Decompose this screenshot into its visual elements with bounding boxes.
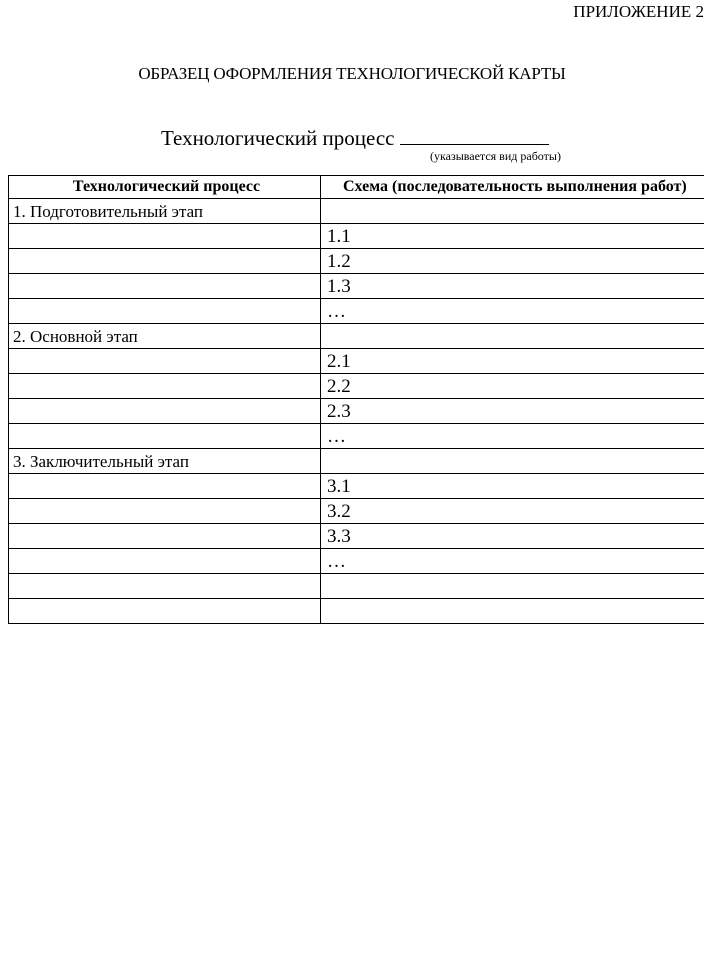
scheme-cell (321, 574, 704, 599)
scheme-cell (321, 599, 704, 624)
scheme-cell: … (321, 424, 704, 449)
process-cell (9, 599, 321, 624)
table-row (9, 449, 704, 474)
scheme-cell: 1.3 (321, 274, 704, 299)
process-blank-field[interactable] (400, 128, 549, 145)
process-cell (9, 424, 321, 449)
process-cell (9, 224, 321, 249)
process-cell (9, 249, 321, 274)
process-cell (9, 274, 321, 299)
process-cell (9, 299, 321, 324)
process-cell: 3. Заключительный этап (9, 449, 321, 474)
process-cell: 2. Основной этап (9, 324, 321, 349)
table-row (9, 199, 704, 224)
table-row (9, 324, 704, 349)
table-row (9, 474, 704, 499)
table-row (9, 499, 704, 524)
scheme-cell (321, 324, 704, 349)
appendix-label: ПРИЛОЖЕНИЕ 2 (573, 2, 704, 21)
table-row (9, 424, 704, 449)
scheme-cell: … (321, 299, 704, 324)
table-row (9, 599, 704, 624)
scheme-cell (321, 449, 704, 474)
process-cell (9, 499, 321, 524)
scheme-cell: 3.3 (321, 524, 704, 549)
table-row (9, 224, 704, 249)
table-row (9, 549, 704, 574)
scheme-cell: 3.1 (321, 474, 704, 499)
table-row (9, 399, 704, 424)
scheme-cell: 2.3 (321, 399, 704, 424)
process-cell (9, 374, 321, 399)
process-line (161, 126, 549, 151)
table-row (9, 374, 704, 399)
scheme-cell: 1.2 (321, 249, 704, 274)
table-row (9, 249, 704, 274)
column-header-process: Технологический процесс (9, 176, 321, 199)
process-hint: (указывается вид работы) (430, 149, 561, 163)
scheme-cell: 2.2 (321, 374, 704, 399)
table-header-row (9, 176, 704, 199)
table-row (9, 299, 704, 324)
scheme-cell: 3.2 (321, 499, 704, 524)
column-header-scheme: Схема (последовательность выполнения работ) (321, 176, 704, 199)
table-row (9, 524, 704, 549)
process-cell (9, 524, 321, 549)
process-cell (9, 574, 321, 599)
scheme-cell: 1.1 (321, 224, 704, 249)
process-cell (9, 399, 321, 424)
tech-map-table (8, 175, 704, 624)
process-cell (9, 349, 321, 374)
scheme-cell: 2.1 (321, 349, 704, 374)
table-row (9, 574, 704, 599)
scheme-cell: … (321, 549, 704, 574)
process-cell (9, 474, 321, 499)
table-row (9, 274, 704, 299)
process-cell: 1. Подготовительный этап (9, 199, 321, 224)
document-title: ОБРАЗЕЦ ОФОРМЛЕНИЯ ТЕХНОЛОГИЧЕСКОЙ КАРТЫ (138, 64, 566, 83)
process-cell (9, 549, 321, 574)
process-label: Технологический процесс (161, 126, 395, 150)
scheme-cell (321, 199, 704, 224)
table-row (9, 349, 704, 374)
